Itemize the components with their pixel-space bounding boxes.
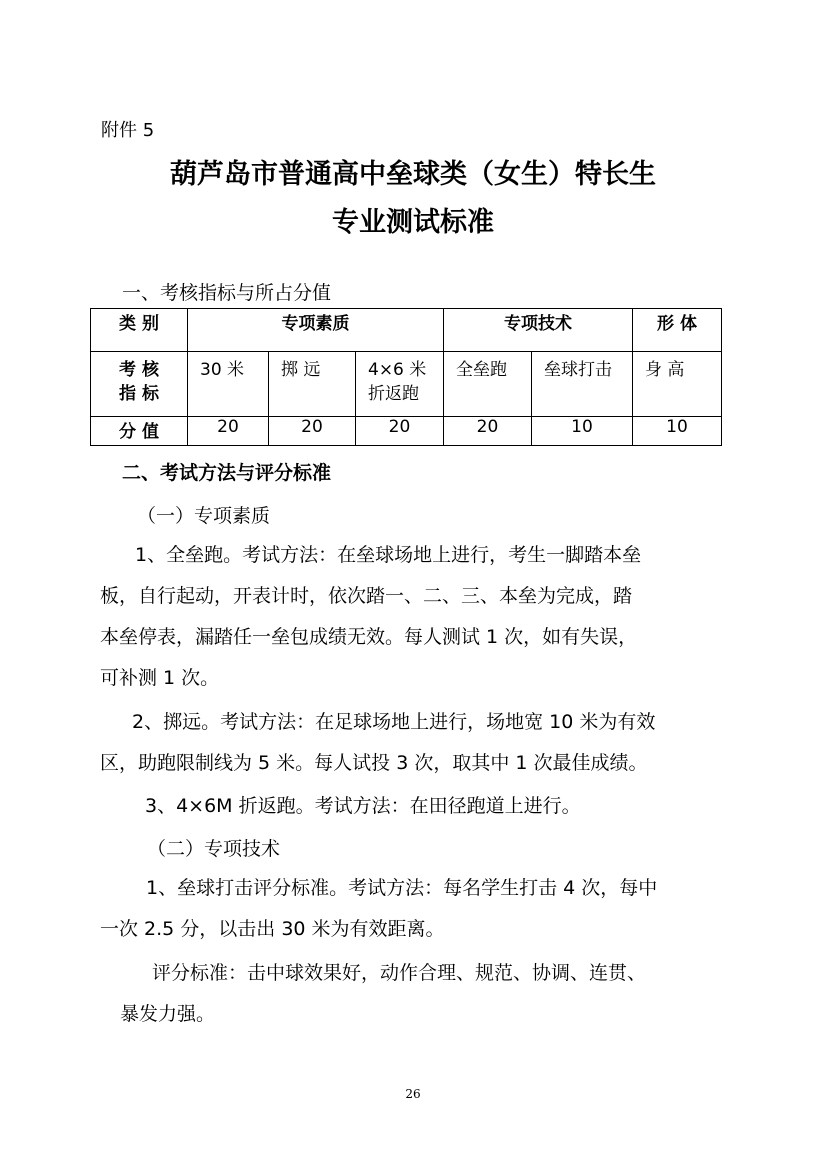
indicator-height: 身 高: [633, 352, 722, 417]
header-technique: 专项技术: [444, 309, 633, 352]
indicator-throw: 掷 远: [269, 352, 356, 417]
indicator-label-line2: 指 标: [119, 384, 159, 404]
para-line: 一次 2.5 分，以击出 30 米为有效距离。: [100, 918, 445, 940]
indicator-homerun: 全垒跑: [444, 352, 532, 417]
indicator-shuttle-line1: 4×6 米: [368, 360, 427, 380]
subsection-quality: （一）专项素质: [137, 505, 271, 527]
para-line: 板，自行起动，开表计时，依次踏一、二、三、本垒为完成，踏: [100, 585, 633, 607]
table-score-row: [91, 417, 722, 446]
score-label: 分 值: [91, 417, 188, 446]
para-line: 区，助跑限制线为 5 米。每人试投 3 次，取其中 1 次最佳成绩。: [100, 752, 648, 774]
para-line: 可补测 1 次。: [100, 667, 220, 689]
score-height: 10: [633, 417, 722, 446]
document-title: 葫芦岛市普通高中垒球类（女生）特长生: [170, 159, 656, 190]
attachment-label: 附件 5: [101, 120, 155, 141]
para-line: 1、全垒跑。考试方法：在垒球场地上进行，考生一脚踏本垒: [135, 544, 642, 566]
indicator-30m: 30 米: [188, 352, 269, 417]
header-category: 类 别: [91, 309, 188, 352]
para-line: 评分标准：击中球效果好，动作合理、规范、协调、连贯、: [152, 962, 647, 984]
para-line: 暴发力强。: [120, 1003, 216, 1025]
score-shuttle: 20: [356, 417, 444, 446]
score-batting: 10: [532, 417, 633, 446]
score-30m: 20: [188, 417, 269, 446]
section-heading-indicators: 一、考核指标与所占分值: [122, 282, 332, 304]
document-subtitle: 专业测试标准: [332, 207, 494, 238]
scoring-table: [90, 308, 722, 446]
indicator-shuttle-line2: 折返跑: [368, 384, 419, 404]
score-throw: 20: [269, 417, 356, 446]
indicator-batting: 垒球打击: [532, 352, 633, 417]
table-indicator-row: [91, 352, 722, 417]
section-heading-methods: 二、考试方法与评分标准: [122, 462, 332, 484]
indicator-shuttle: [356, 352, 444, 417]
para-line: 3、4×6M 折返跑。考试方法：在田径跑道上进行。: [145, 795, 581, 817]
table-header-row: [91, 309, 722, 352]
header-body: 形 体: [633, 309, 722, 352]
para-line: 2、掷远。考试方法：在足球场地上进行，场地宽 10 米为有效: [132, 711, 656, 733]
para-line: 1、垒球打击评分标准。考试方法：每名学生打击 4 次，每中: [146, 877, 658, 899]
indicator-label-cell: [91, 352, 188, 417]
header-quality: 专项素质: [188, 309, 444, 352]
subsection-technique: （二）专项技术: [147, 838, 281, 860]
page-number: 26: [405, 1087, 421, 1101]
para-line: 本垒停表，漏踏任一垒包成绩无效。每人测试 1 次，如有失误，: [100, 626, 638, 648]
indicator-label-line1: 考 核: [119, 360, 159, 380]
score-homerun: 20: [444, 417, 532, 446]
